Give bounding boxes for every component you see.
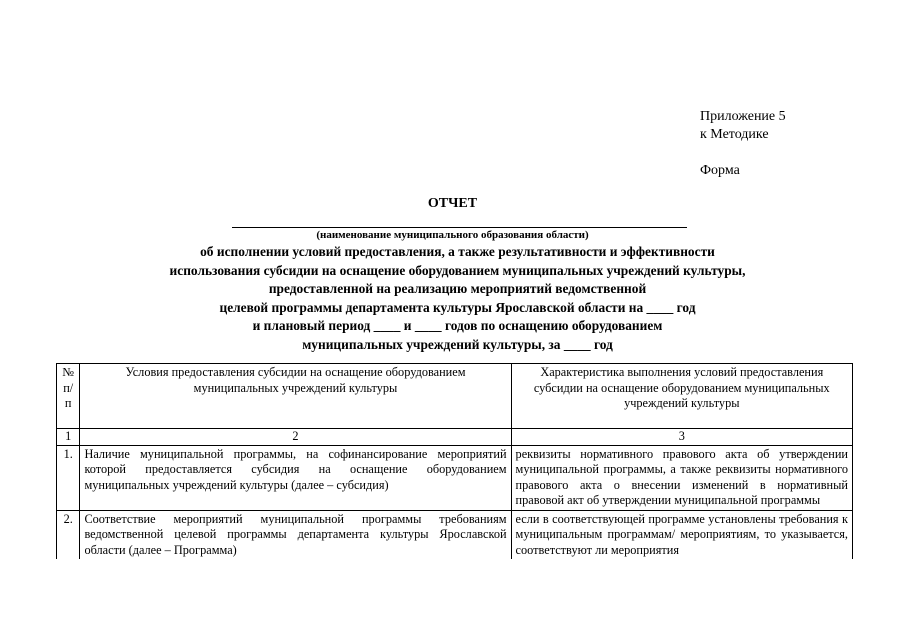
table-row — [57, 445, 853, 510]
heading-line: об исполнении условий предоставления, а также результативности и эффективности — [200, 244, 715, 259]
header-characteristics: Характеристика выполнения условий предоставления субсидии на оснащение оборудованием муниципальных учреждений культуры — [511, 364, 852, 429]
row-characteristic: если в соответствующей программе установлены требования к муниципальным программам/ мероприятиям, то указывается, соответствуют ли мероприятия — [511, 510, 852, 559]
appendix-block — [700, 108, 786, 180]
row-number: 1. — [57, 445, 80, 510]
report-table — [56, 363, 853, 559]
heading-line: и плановый период ____ и ____ годов по оснащению оборудованием — [252, 318, 663, 333]
appendix-number: Приложение 5 — [700, 109, 786, 124]
report-heading — [0, 243, 905, 354]
row-condition: Соответствие мероприятий муниципальной программы требованиям ведомственной целевой программы департамента культуры Ярославской области (далее – Программа) — [80, 510, 511, 559]
row-characteristic: реквизиты нормативного правового акта об утверждении муниципальной программы, а также реквизиты нормативного правового акта о внесении изменений в нормативный правовой акт об утверждении муниципальной программы — [511, 445, 852, 510]
row-condition: Наличие муниципальной программы, на софинансирование мероприятий которой предоставляется субсидия на оснащение оборудованием муниципальных учреждений культуры (далее – субсидия) — [80, 445, 511, 510]
heading-line: использования субсидии на оснащение оборудованием муниципальных учреждений культуры, — [169, 262, 746, 278]
heading-line: муниципальных учреждений культуры, за ____ год — [302, 336, 613, 352]
numbering-cell: 2 — [80, 429, 511, 446]
table-numbering-row — [57, 429, 853, 446]
appendix-reference: к Методике — [700, 127, 769, 142]
table-row — [57, 510, 853, 559]
appendix-gap — [700, 144, 786, 162]
header-number: № п/п — [57, 364, 80, 429]
municipality-name-caption: (наименование муниципального образования области) — [316, 229, 589, 241]
heading-line: предоставленной на реализацию мероприятий ведомственной — [268, 281, 647, 296]
header-conditions: Условия предоставления субсидии на оснащение оборудованием муниципальных учреждений культуры — [80, 364, 511, 429]
row-number: 2. — [57, 510, 80, 559]
numbering-cell: 1 — [57, 429, 80, 446]
report-title: ОТЧЕТ — [427, 196, 478, 211]
table-header-row — [57, 364, 853, 429]
form-label: Форма — [700, 163, 740, 178]
numbering-cell: 3 — [511, 429, 852, 446]
heading-line: целевой программы департамента культуры Ярославской области на ____ год — [219, 299, 696, 315]
municipality-name-blank — [232, 227, 687, 228]
